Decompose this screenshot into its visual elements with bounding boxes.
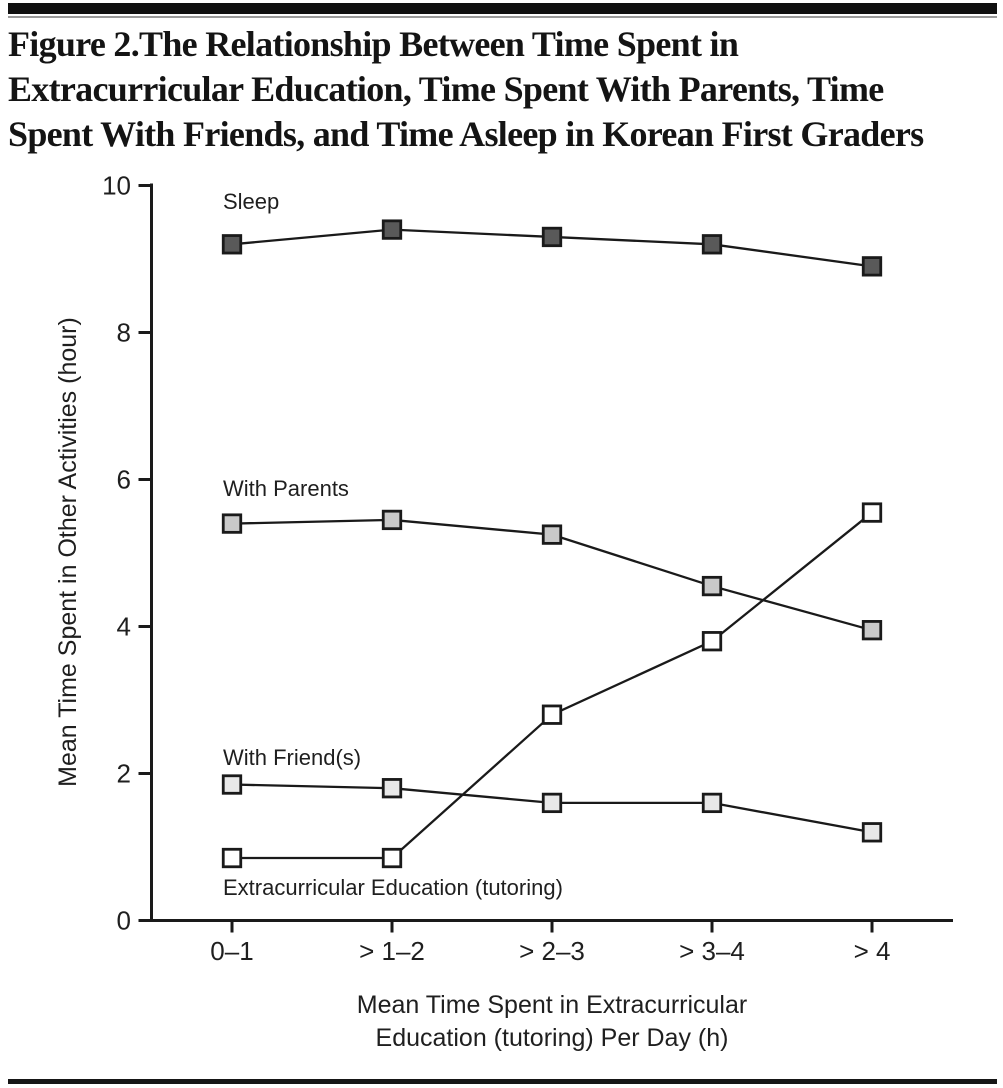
x-tick-label: > 3–4: [679, 936, 745, 966]
x-axis-title-line: Education (tutoring) Per Day (h): [375, 1024, 729, 1052]
x-tick-label: > 4: [853, 936, 891, 966]
marker-square: [863, 621, 881, 639]
marker-square: [543, 794, 561, 812]
figure-title-line-1: Figure 2.The Relationship Between Time Spent in: [8, 24, 739, 64]
series-label: Sleep: [223, 189, 280, 214]
y-tick-label: 4: [116, 611, 131, 642]
marker-square: [223, 236, 241, 254]
marker-square: [863, 504, 881, 522]
y-tick-label: 8: [116, 317, 131, 348]
x-tick-label: > 1–2: [359, 936, 425, 966]
marker-square: [383, 779, 401, 797]
y-tick-label: 2: [116, 758, 131, 789]
marker-square: [703, 236, 721, 254]
y-tick-label: 0: [116, 905, 131, 936]
x-tick-label: > 2–3: [519, 936, 585, 966]
figure-title-line-2: Extracurricular Education, Time Spent With Parents, Time: [8, 69, 884, 109]
figure-title-line-3: Spent With Friends, and Time Asleep in Korean First Graders: [8, 114, 924, 154]
marker-square: [223, 515, 241, 533]
y-tick-label: 6: [116, 464, 131, 495]
marker-square: [543, 706, 561, 724]
marker-square: [383, 221, 401, 239]
marker-square: [863, 824, 881, 842]
y-axis-title: Mean Time Spent in Other Activities (hour): [54, 317, 82, 787]
marker-square: [543, 526, 561, 544]
x-axis-title-line: Mean Time Spent in Extracurricular: [356, 991, 748, 1019]
marker-square: [703, 577, 721, 595]
series-label: With Parents: [223, 476, 349, 501]
y-tick-label: 10: [102, 170, 131, 201]
marker-square: [703, 794, 721, 812]
marker-square: [863, 258, 881, 276]
series-label: Extracurricular Education (tutoring): [223, 875, 563, 900]
x-tick-label: 0–1: [210, 936, 254, 966]
bottom-rule: [8, 1079, 997, 1084]
marker-square: [543, 228, 561, 246]
series-label: With Friend(s): [223, 745, 362, 770]
marker-square: [703, 632, 721, 650]
marker-square: [383, 849, 401, 867]
marker-square: [383, 511, 401, 529]
marker-square: [223, 849, 241, 867]
marker-square: [223, 776, 241, 794]
